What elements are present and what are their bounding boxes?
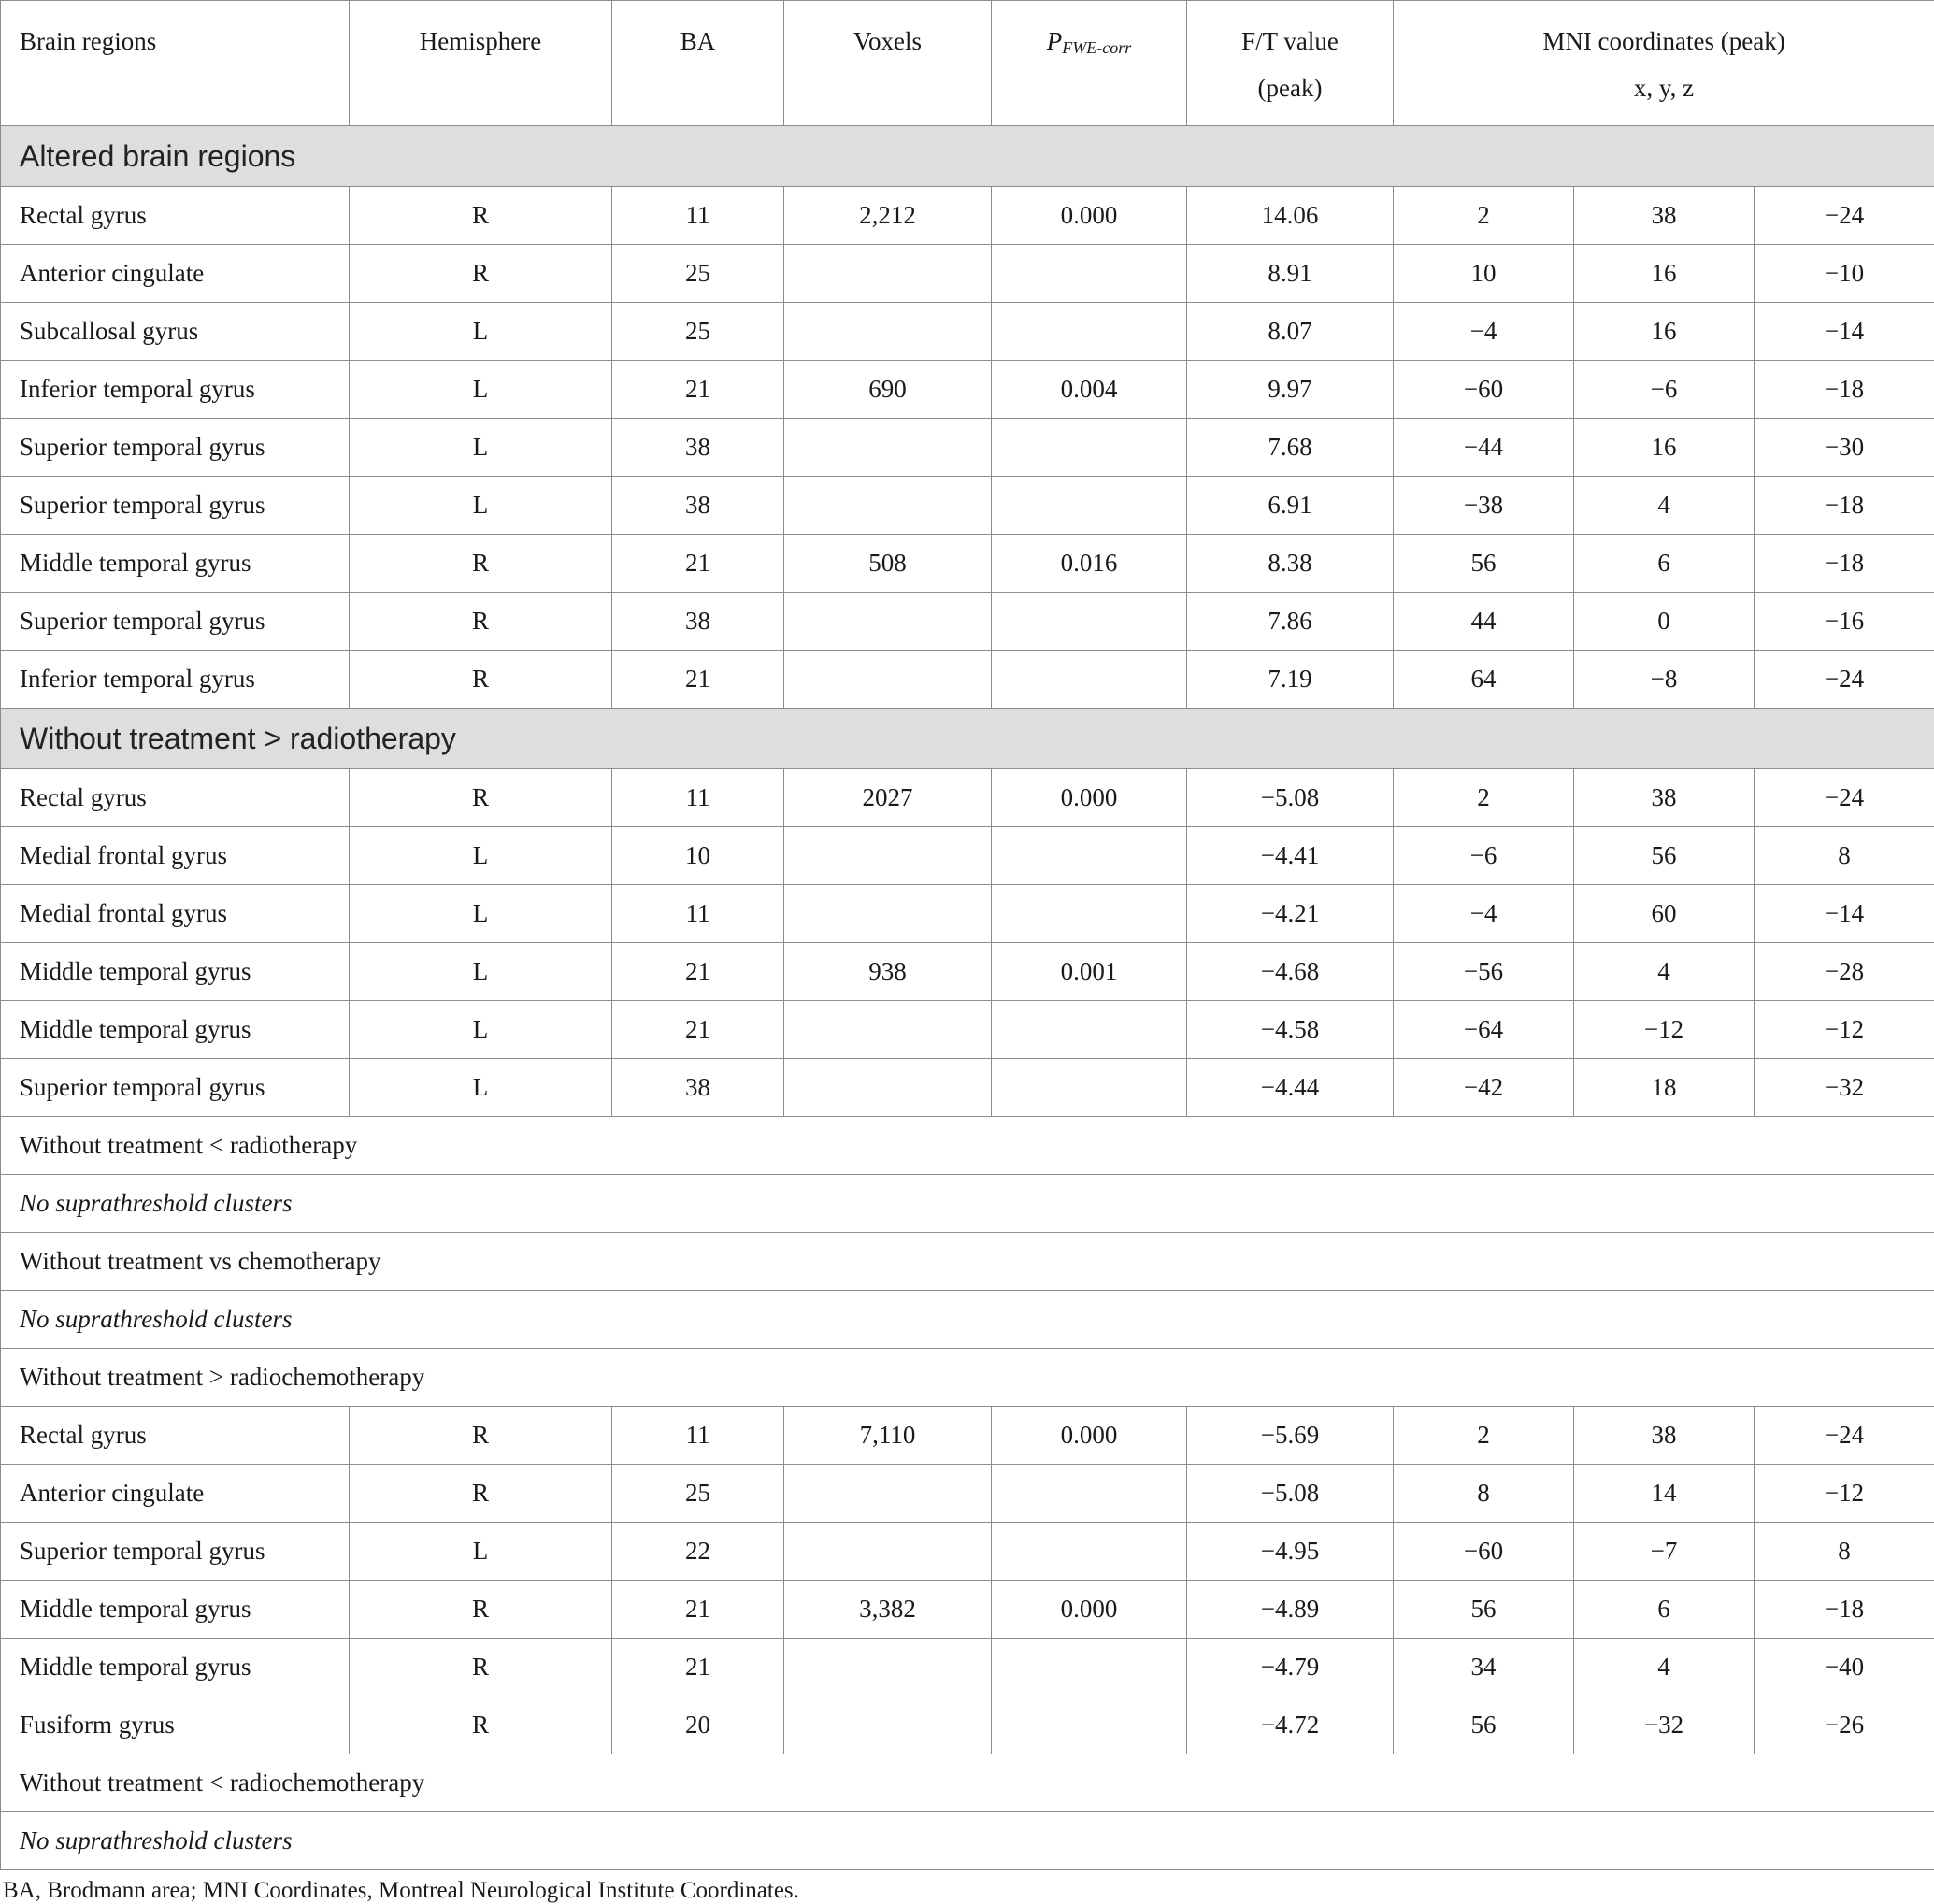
table-row [1, 419, 1934, 477]
table-cell: −24 [1755, 769, 1934, 827]
table-cell: 14 [1574, 1465, 1755, 1523]
header-p-fwe [992, 1, 1187, 126]
table-cell: 56 [1394, 1581, 1574, 1639]
header-row [1, 1, 1934, 126]
note-row [1, 1291, 1934, 1349]
note-row [1, 1175, 1934, 1233]
table-footnote: BA, Brodmann area; MNI Coordinates, Montreal Neurological Institute Coordinates. [0, 1870, 1934, 1904]
table-cell: Rectal gyrus [1, 187, 350, 245]
table-cell: 18 [1574, 1059, 1755, 1117]
note-row [1, 1812, 1934, 1870]
table-row [1, 187, 1934, 245]
no-clusters-note: No suprathreshold clusters [1, 1812, 1934, 1870]
table-cell [992, 419, 1187, 477]
table-cell: −14 [1755, 303, 1934, 361]
table-cell: 11 [612, 1407, 784, 1465]
table-cell: 34 [1394, 1639, 1574, 1696]
table-cell: 0.016 [992, 535, 1187, 593]
table-cell: Subcallosal gyrus [1, 303, 350, 361]
table-cell: −24 [1755, 187, 1934, 245]
table-cell: 2 [1394, 1407, 1574, 1465]
header-mni [1394, 1, 1934, 126]
section-header-row [1, 1349, 1934, 1407]
no-clusters-note: No suprathreshold clusters [1, 1175, 1934, 1233]
table-cell: −40 [1755, 1639, 1934, 1696]
table-cell: −4.72 [1187, 1696, 1394, 1754]
table-cell: 0.001 [992, 943, 1187, 1001]
table-cell: −4.95 [1187, 1523, 1394, 1581]
table-cell: 8.91 [1187, 245, 1394, 303]
table-cell: Middle temporal gyrus [1, 1639, 350, 1696]
table-cell: −12 [1574, 1001, 1755, 1059]
table-cell: −64 [1394, 1001, 1574, 1059]
table-cell: 9.97 [1187, 361, 1394, 419]
table-cell [992, 1639, 1187, 1696]
table-row [1, 1523, 1934, 1581]
table-cell: R [350, 593, 612, 651]
table-cell: 0.000 [992, 187, 1187, 245]
table-cell: −60 [1394, 361, 1574, 419]
table-cell: Middle temporal gyrus [1, 535, 350, 593]
table-cell: −18 [1755, 535, 1934, 593]
table-cell: 20 [612, 1696, 784, 1754]
table-cell: −4 [1394, 885, 1574, 943]
table-cell: −38 [1394, 477, 1574, 535]
table-cell [784, 245, 992, 303]
table-cell: R [350, 1639, 612, 1696]
table-cell: 2 [1394, 769, 1574, 827]
table-cell: Rectal gyrus [1, 1407, 350, 1465]
table-row [1, 361, 1934, 419]
table-cell: L [350, 1059, 612, 1117]
table-cell: 4 [1574, 943, 1755, 1001]
table-cell: 0.000 [992, 769, 1187, 827]
table-cell: Superior temporal gyrus [1, 1059, 350, 1117]
table-cell: R [350, 651, 612, 709]
section-header-row [1, 1233, 1934, 1291]
table-cell: −4.79 [1187, 1639, 1394, 1696]
section-header-row [1, 709, 1934, 769]
section-title: Without treatment > radiotherapy [1, 709, 1934, 769]
table-cell: −60 [1394, 1523, 1574, 1581]
table-cell [784, 1639, 992, 1696]
table-cell: −4 [1394, 303, 1574, 361]
table-cell: −12 [1755, 1001, 1934, 1059]
table-row [1, 885, 1934, 943]
table-cell: 56 [1394, 535, 1574, 593]
section-header-row [1, 126, 1934, 187]
header-ft-line2: (peak) [1258, 74, 1323, 102]
table-row [1, 1696, 1934, 1754]
table-cell [784, 651, 992, 709]
table-cell: 21 [612, 535, 784, 593]
table-cell: 38 [612, 419, 784, 477]
table-cell: Medial frontal gyrus [1, 827, 350, 885]
table-cell: −6 [1394, 827, 1574, 885]
table-cell: 21 [612, 651, 784, 709]
table-cell: Rectal gyrus [1, 769, 350, 827]
table-cell: 4 [1574, 477, 1755, 535]
table-cell: −44 [1394, 419, 1574, 477]
table-cell [992, 477, 1187, 535]
table-cell [784, 1465, 992, 1523]
table-cell: −4.21 [1187, 885, 1394, 943]
table-cell: L [350, 361, 612, 419]
table-cell [784, 1001, 992, 1059]
table-cell: −5.69 [1187, 1407, 1394, 1465]
table-cell: R [350, 535, 612, 593]
table-cell: −24 [1755, 651, 1934, 709]
header-voxels: Voxels [784, 1, 992, 126]
table-cell: −16 [1755, 593, 1934, 651]
table-body [1, 126, 1934, 1870]
table-cell: 60 [1574, 885, 1755, 943]
header-hemisphere: Hemisphere [350, 1, 612, 126]
table-cell: Middle temporal gyrus [1, 1581, 350, 1639]
table-row [1, 1407, 1934, 1465]
table-row [1, 1059, 1934, 1117]
table-cell: −32 [1574, 1696, 1755, 1754]
table-cell: 44 [1394, 593, 1574, 651]
table-cell: 4 [1574, 1639, 1755, 1696]
table-cell: −32 [1755, 1059, 1934, 1117]
table-cell: −26 [1755, 1696, 1934, 1754]
header-ft-value [1187, 1, 1394, 126]
table-cell [992, 1465, 1187, 1523]
table-cell: 8 [1755, 827, 1934, 885]
section-title: Without treatment > radiochemotherapy [1, 1349, 1934, 1407]
table-cell: −18 [1755, 477, 1934, 535]
table-cell: R [350, 245, 612, 303]
table-cell [992, 651, 1187, 709]
table-cell: 0.000 [992, 1581, 1187, 1639]
table-cell: 21 [612, 1639, 784, 1696]
table-row [1, 769, 1934, 827]
table-cell [784, 593, 992, 651]
table-cell [784, 477, 992, 535]
table-cell: Superior temporal gyrus [1, 419, 350, 477]
table-cell: 7,110 [784, 1407, 992, 1465]
table-cell: −12 [1755, 1465, 1934, 1523]
table-cell [784, 1059, 992, 1117]
table-cell: 16 [1574, 419, 1755, 477]
section-header-row [1, 1117, 1934, 1175]
table-cell: L [350, 827, 612, 885]
table-cell: −4.44 [1187, 1059, 1394, 1117]
header-p-sub: FWE-corr [1062, 38, 1131, 57]
table-cell: −30 [1755, 419, 1934, 477]
table-cell: 11 [612, 885, 784, 943]
table-cell: −10 [1755, 245, 1934, 303]
table-cell: R [350, 769, 612, 827]
table-row [1, 303, 1934, 361]
table-cell: 21 [612, 943, 784, 1001]
table-cell [992, 593, 1187, 651]
table-cell: 8.07 [1187, 303, 1394, 361]
table-cell: 2 [1394, 187, 1574, 245]
table-cell [784, 1523, 992, 1581]
table-cell: 21 [612, 1581, 784, 1639]
table-cell: L [350, 1523, 612, 1581]
table-cell: −6 [1574, 361, 1755, 419]
table-cell: Middle temporal gyrus [1, 943, 350, 1001]
section-title: Without treatment vs chemotherapy [1, 1233, 1934, 1291]
table-cell: Superior temporal gyrus [1, 1523, 350, 1581]
table-cell: 14.06 [1187, 187, 1394, 245]
table-cell: 25 [612, 303, 784, 361]
table-cell: 0 [1574, 593, 1755, 651]
table-cell: 690 [784, 361, 992, 419]
table-cell: −18 [1755, 1581, 1934, 1639]
table-cell: 508 [784, 535, 992, 593]
table-cell: R [350, 1465, 612, 1523]
table-cell [992, 1001, 1187, 1059]
header-p-main: P [1047, 27, 1063, 55]
table-cell: −28 [1755, 943, 1934, 1001]
table-cell: Anterior cingulate [1, 1465, 350, 1523]
table-cell: R [350, 1696, 612, 1754]
table-cell [784, 885, 992, 943]
section-title: Without treatment < radiotherapy [1, 1117, 1934, 1175]
table-cell: 25 [612, 245, 784, 303]
table-cell: 6 [1574, 535, 1755, 593]
table-cell: 7.86 [1187, 593, 1394, 651]
table-cell: 38 [612, 593, 784, 651]
table-row [1, 1581, 1934, 1639]
table-cell [992, 885, 1187, 943]
table-row [1, 535, 1934, 593]
table-row [1, 827, 1934, 885]
table-cell: 2,212 [784, 187, 992, 245]
header-mni-line1: MNI coordinates (peak) [1542, 27, 1784, 55]
table-cell: 21 [612, 361, 784, 419]
table-cell: 64 [1394, 651, 1574, 709]
table-cell: L [350, 1001, 612, 1059]
table-cell: 7.19 [1187, 651, 1394, 709]
table-cell: 38 [612, 477, 784, 535]
header-brain-regions: Brain regions [1, 1, 350, 126]
table-cell [784, 827, 992, 885]
table-cell: 22 [612, 1523, 784, 1581]
table-cell: R [350, 1581, 612, 1639]
table-cell: −14 [1755, 885, 1934, 943]
table-row [1, 1001, 1934, 1059]
table-row [1, 593, 1934, 651]
table-cell: 0.000 [992, 1407, 1187, 1465]
header-ba: BA [612, 1, 784, 126]
table-cell: 6 [1574, 1581, 1755, 1639]
table-cell [784, 419, 992, 477]
table-cell: 11 [612, 187, 784, 245]
table-cell: 38 [1574, 187, 1755, 245]
table-cell: Anterior cingulate [1, 245, 350, 303]
table-cell: 0.004 [992, 361, 1187, 419]
table-cell [992, 1523, 1187, 1581]
table-cell: L [350, 477, 612, 535]
no-clusters-note: No suprathreshold clusters [1, 1291, 1934, 1349]
table-cell: 56 [1574, 827, 1755, 885]
table-row [1, 1465, 1934, 1523]
table-cell: 25 [612, 1465, 784, 1523]
table-cell: −18 [1755, 361, 1934, 419]
table-cell: L [350, 303, 612, 361]
table-cell: R [350, 1407, 612, 1465]
table-cell: −56 [1394, 943, 1574, 1001]
table-cell: 8 [1394, 1465, 1574, 1523]
table-cell: 10 [1394, 245, 1574, 303]
table-cell: Superior temporal gyrus [1, 593, 350, 651]
table-cell: −42 [1394, 1059, 1574, 1117]
table-cell: 2027 [784, 769, 992, 827]
table-cell [992, 303, 1187, 361]
table-cell [784, 303, 992, 361]
table-cell: 56 [1394, 1696, 1574, 1754]
table-cell [992, 1696, 1187, 1754]
header-mni-line2: x, y, z [1634, 74, 1694, 102]
table-cell: 8 [1755, 1523, 1934, 1581]
table-cell: 16 [1574, 303, 1755, 361]
table-cell: 21 [612, 1001, 784, 1059]
table-cell: −7 [1574, 1523, 1755, 1581]
table-cell: Inferior temporal gyrus [1, 361, 350, 419]
table-cell: 16 [1574, 245, 1755, 303]
table-cell: −4.68 [1187, 943, 1394, 1001]
table-cell: 38 [612, 1059, 784, 1117]
header-ft-line1: F/T value [1241, 27, 1339, 55]
table-row [1, 245, 1934, 303]
table-row [1, 943, 1934, 1001]
section-title: Without treatment < radiochemotherapy [1, 1754, 1934, 1812]
table-cell: 938 [784, 943, 992, 1001]
section-title: Altered brain regions [1, 126, 1934, 187]
table-cell: −8 [1574, 651, 1755, 709]
table-cell: L [350, 419, 612, 477]
table-cell: 6.91 [1187, 477, 1394, 535]
table-cell: −4.89 [1187, 1581, 1394, 1639]
table-row [1, 477, 1934, 535]
table-cell: 8.38 [1187, 535, 1394, 593]
table-cell: 3,382 [784, 1581, 992, 1639]
table-cell: Fusiform gyrus [1, 1696, 350, 1754]
table-cell: Middle temporal gyrus [1, 1001, 350, 1059]
table-cell: R [350, 187, 612, 245]
table-cell: 38 [1574, 769, 1755, 827]
table-cell: −4.41 [1187, 827, 1394, 885]
table-cell [992, 245, 1187, 303]
table-cell: Inferior temporal gyrus [1, 651, 350, 709]
section-header-row [1, 1754, 1934, 1812]
table-cell: 7.68 [1187, 419, 1394, 477]
table-row [1, 1639, 1934, 1696]
table-cell: −24 [1755, 1407, 1934, 1465]
table-cell: 38 [1574, 1407, 1755, 1465]
table-cell: L [350, 943, 612, 1001]
table-cell: −5.08 [1187, 769, 1394, 827]
table-cell [992, 1059, 1187, 1117]
table-cell: 11 [612, 769, 784, 827]
table-cell: Medial frontal gyrus [1, 885, 350, 943]
table-cell: L [350, 885, 612, 943]
table-cell: −5.08 [1187, 1465, 1394, 1523]
table-row [1, 651, 1934, 709]
table-cell: Superior temporal gyrus [1, 477, 350, 535]
table-cell: 10 [612, 827, 784, 885]
table-cell [992, 827, 1187, 885]
table-cell [784, 1696, 992, 1754]
table-cell: −4.58 [1187, 1001, 1394, 1059]
